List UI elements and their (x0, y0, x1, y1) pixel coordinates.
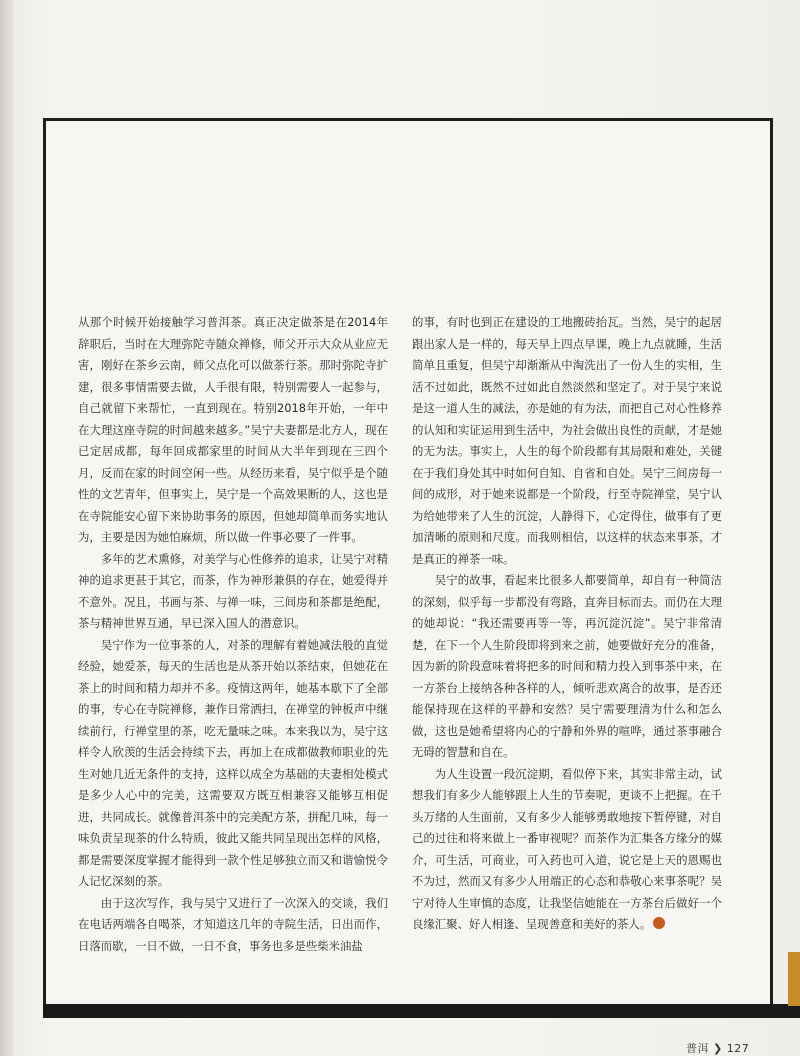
paragraph: 多年的艺术熏修，对美学与心性修养的追求，让吴宁对精神的追求更甚于其它，而茶，作为神形兼俱的存在，她爱得并不意外。况且，书画与茶、与禅一味，三间房和茶都是绝配，茶与精神世界互通，早已深入国人的潜意识。 (78, 551, 388, 630)
paragraph: 的事，有时也到正在建设的工地搬砖抬瓦。当然，吴宁的起居跟出家人是一样的，每天早上四点早课，晚上九点就睡，生活简单且重复，但吴宁却渐渐从中淘洗出了一份人生的实相，生活不过如此，既然不过如此自然淡然和坚定了。对于吴宁来说是这一道人生的减法，亦是她的有为法，而把自己对心性修养的认知和实证运用到生活中，为社会做出良性的贡献，才是她的无为法。事实上，人生的每个阶段都有其局限和难处，关键在于我们身处其中时如何自知、自省和自处。吴宁三间房每一间的成形，对于她来说都是一个阶段，行至寺院禅堂，吴宁认为给她带来了人生的沉淀，人静得下，心定得住，做事有了更加清晰的原则和尺度。而我则相信，以这样的状态来事茶，才是真正的禅茶一味。 (412, 315, 722, 566)
paragraph-final (412, 764, 722, 936)
paragraph: 吴宁的故事，看起来比很多人都要简单，却自有一种简洁的深刻，似乎每一步都没有弯路，直奔目标而去。而仍在大理的她却说：“我还需要再等一等，再沉淀沉淀”。吴宁非常清楚，在下一个人生阶段即将到来之前，她要做好充分的准备，因为新的阶段意味着将把多的时间和精力投入到事茶中来，在一方茶台上接纳各种各样的人，倾听悲欢离合的故事，是否还能保持现在这样的平静和安然？吴宁需要理清为什么和怎么做，这也是她希望将内心的宁静和外界的喧哗，通过茶事融合无碍的智慧和自在。 (412, 573, 722, 759)
paragraph: 吴宁作为一位事茶的人，对茶的理解有着她减法般的直觉经验，她爱茶，每天的生活也是从茶开始以茶结束，但她花在茶上的时间和精力却并不多。疫情这两年，她基本歇下了全部的事，专心在寺院禅修，兼作日常洒扫，在禅堂的钟板声中继续前行，行禅堂里的茶，吃无量味之味。本来我以为，吴宁这样令人欣羡的生活会持续下去，再加上在成都做教师职业的先生对她几近无条件的支持，这样以成全为基础的夫妻相处模式是多少人心中的完美，这需要双方既互相兼容又能够互相促进，共同成长。就像普洱茶中的完美配方茶，拼配几味，每一味负责呈现茶的什么特质，彼此又能共同呈现出怎样的风格，都是需要深度掌握才能得到一款个性足够独立而又和谐愉悦令人记忆深刻的茶。 (78, 637, 388, 888)
bottom-bar (43, 1004, 800, 1018)
page-binding-edge (0, 0, 14, 1056)
article-column-right (412, 312, 722, 936)
page-folio: 普洱 ❯ 127 (686, 1042, 750, 1055)
article-end-mark-icon (653, 917, 665, 929)
final-paragraph-text: 为人生设置一段沉淀期，看似停下来，其实非常主动，试想我们有多少人能够跟上人生的节奏呢，更谈不上把握。在千头万绪的人生面前，又有多少人能够勇敢地按下暂停键，对自己的过往和将来做上一番审视呢？而茶作为汇集各方缘分的媒介，可生活，可商业，可入药也可入道，说它是上天的恩赐也不为过，然而又有多少人用端正的心态和恭敬心来事茶呢？吴宁对待人生审慎的态度，让我坚信她能在一方茶台后做好一个良缘汇聚、好人相逢、呈现善意和美好的茶人。 (412, 766, 722, 931)
paragraph: 从那个时候开始接触学习普洱茶。真正决定做茶是在2014年辞职后，当时在大理弥陀寺随众禅修，师父开示大众从业应无害，刚好在茶乡云南，师父点化可以做茶行茶。那时弥陀寺扩建，很多事情需要去做，人手很有限，特别需要人一起参与，自己就留下来帮忙，一直到现在。特别2018年开始，一年中在大理这座寺院的时间越来越多。”吴宁夫妻都是北方人，现在已定居成都，每年回成都家里的时间从大半年到现在三四个月，反而在家的时间空闲一些。从经历来看，吴宁似乎是个随性的文艺青年，但事实上，吴宁是一个高效果断的人，这也是在寺院能安心留下来协助事务的原因，但她却简单而务实地认为，主要是因为她怕麻烦，所以做一件事必要了一件事。 (78, 315, 388, 544)
article-column-left (78, 312, 388, 957)
section-tab (788, 952, 800, 1006)
paragraph: 由于这次写作，我与吴宁又进行了一次深入的交谈，我们在电话两端各自喝茶，才知道这几年的寺院生活，日出而作，日落而歇，一日不做，一日不食，事务也多是些柴米油盐 (78, 895, 388, 953)
